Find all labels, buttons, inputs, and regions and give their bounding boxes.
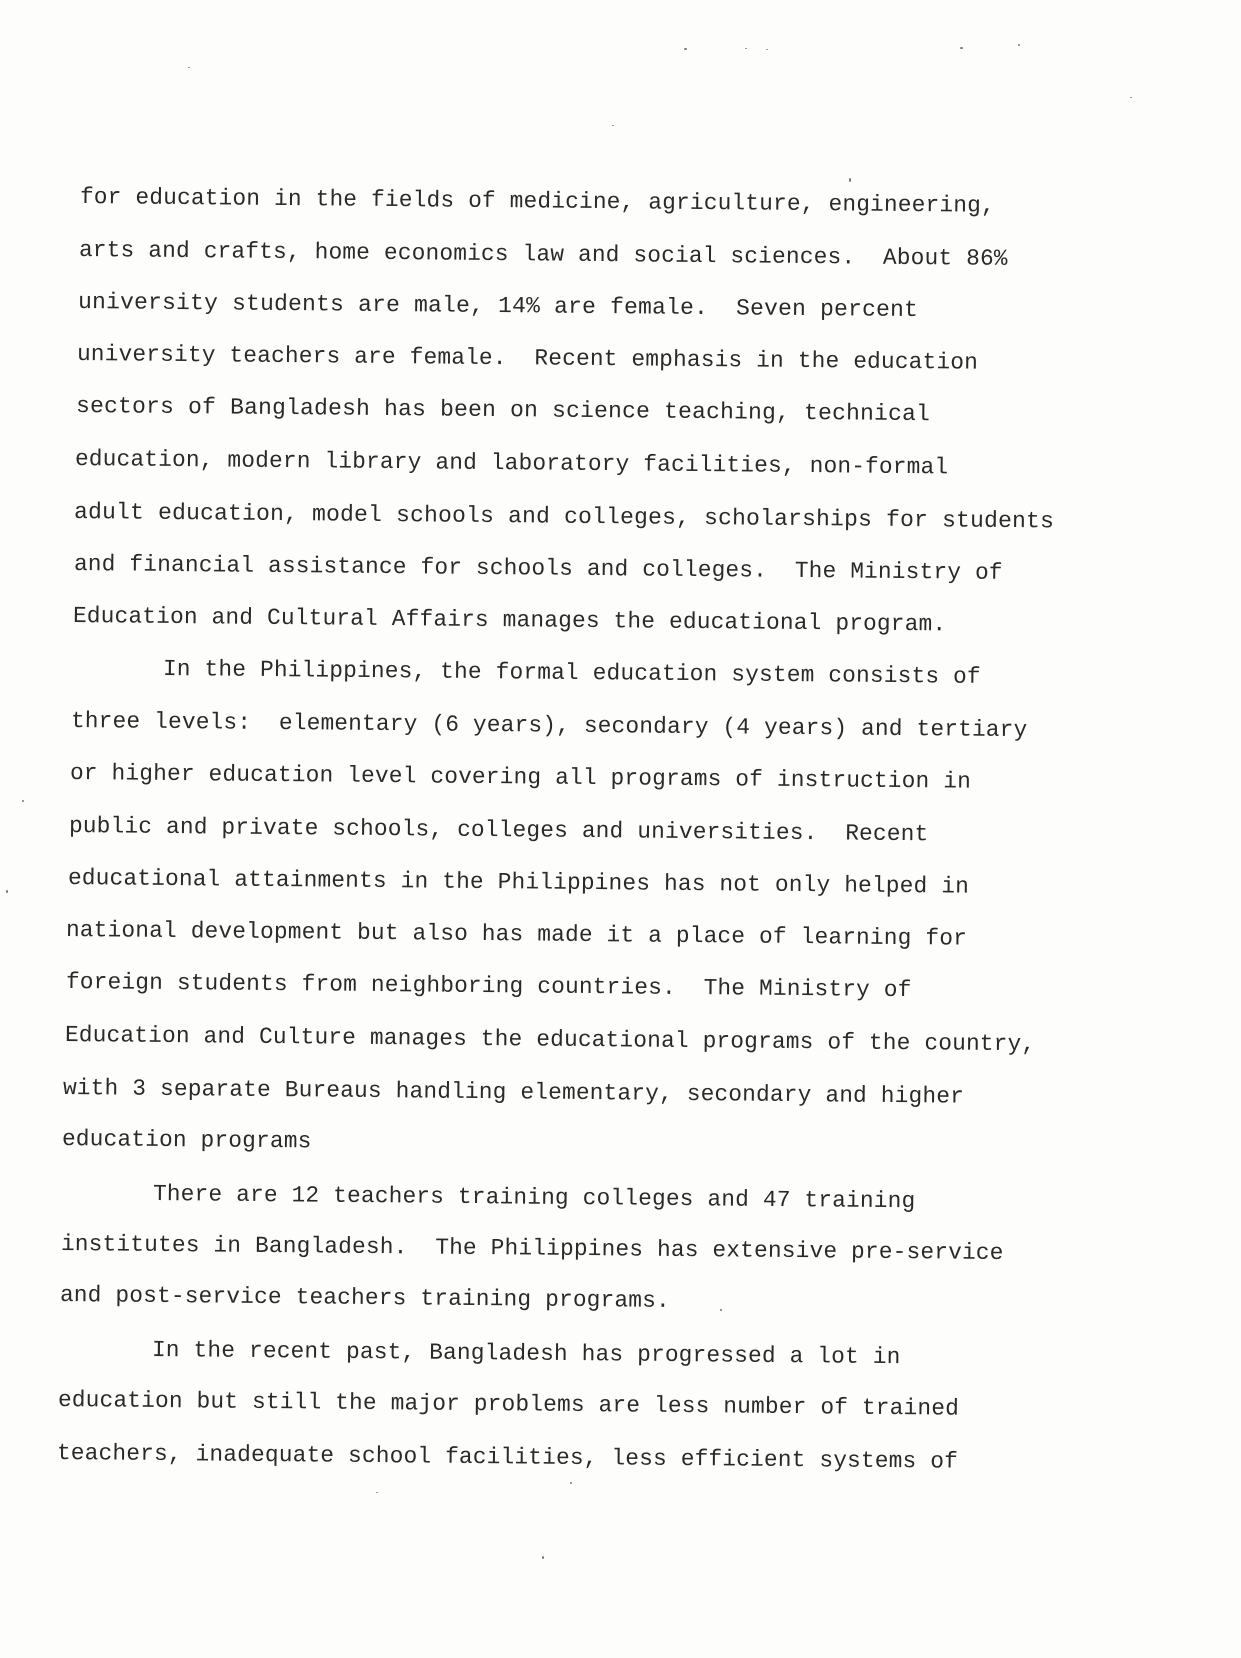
text-line: Education and Culture manages the educational programs of the country,	[64, 1022, 1036, 1058]
text-line: national development but also has made it a place of learning for	[65, 917, 968, 952]
scan-speck	[542, 1556, 544, 1559]
text-line: or higher education level covering all programs of instruction in	[69, 760, 972, 795]
scan-speck	[766, 49, 768, 50]
scan-speck	[849, 178, 851, 182]
scan-speck	[6, 890, 8, 893]
text-line: teachers, inadequate school facilities, less efficient systems of	[56, 1440, 959, 1475]
text-line: educational attainments in the Philippines has not only helped in	[67, 865, 970, 900]
text-line: education programs	[61, 1126, 312, 1155]
text-line: education, modern library and laboratory facilities, non-formal	[74, 446, 949, 481]
text-line: Education and Cultural Affairs manages the educational program.	[72, 603, 947, 638]
text-line: In the recent past, Bangladesh has progressed a lot in	[151, 1337, 901, 1371]
text-line: foreign students from neighboring countries. The Ministry of	[65, 969, 912, 1004]
text-line: with 3 separate Bureaus handling elementary, secondary and higher	[62, 1075, 965, 1110]
text-line: for education in the fields of medicine, agriculture, engineering,	[79, 184, 995, 219]
text-line: adult education, model schools and colleges, scholarships for students	[73, 499, 1055, 535]
text-line: There are 12 teachers training colleges and 47 training	[152, 1181, 916, 1215]
scan-speck	[1130, 97, 1132, 98]
text-line: institutes in Bangladesh. The Philippines has extensive pre-service	[60, 1231, 1004, 1267]
text-line: arts and crafts, home economics law and social sciences. About 86%	[78, 237, 1008, 272]
text-line: and financial assistance for schools and colleges. The Ministry of	[73, 551, 1003, 586]
text-line: and post-service teachers training programs.	[59, 1282, 671, 1314]
scan-speck	[570, 1482, 572, 1484]
scan-speck	[720, 1309, 722, 1311]
text-line: university students are male, 14% are female. Seven percent	[77, 289, 919, 324]
scan-speck	[745, 48, 747, 49]
scan-speck	[960, 47, 963, 49]
scan-speck	[684, 48, 687, 50]
scan-speck	[376, 1492, 378, 1493]
text-line: three levels: elementary (6 years), secondary (4 years) and tertiary	[70, 708, 1028, 744]
text-line: education but still the major problems are less number of trained	[57, 1387, 960, 1422]
scan-speck	[188, 67, 190, 68]
text-line: public and private schools, colleges and universities. Recent	[68, 813, 929, 848]
scan-speck	[612, 125, 614, 126]
text-line: In the Philippines, the formal education system consists of	[162, 656, 981, 690]
scan-speck	[1018, 44, 1020, 46]
scan-speck	[22, 800, 24, 802]
text-line: university teachers are female. Recent emphasis in the education	[76, 341, 979, 376]
text-line: sectors of Bangladesh has been on science teaching, technical	[75, 393, 931, 428]
